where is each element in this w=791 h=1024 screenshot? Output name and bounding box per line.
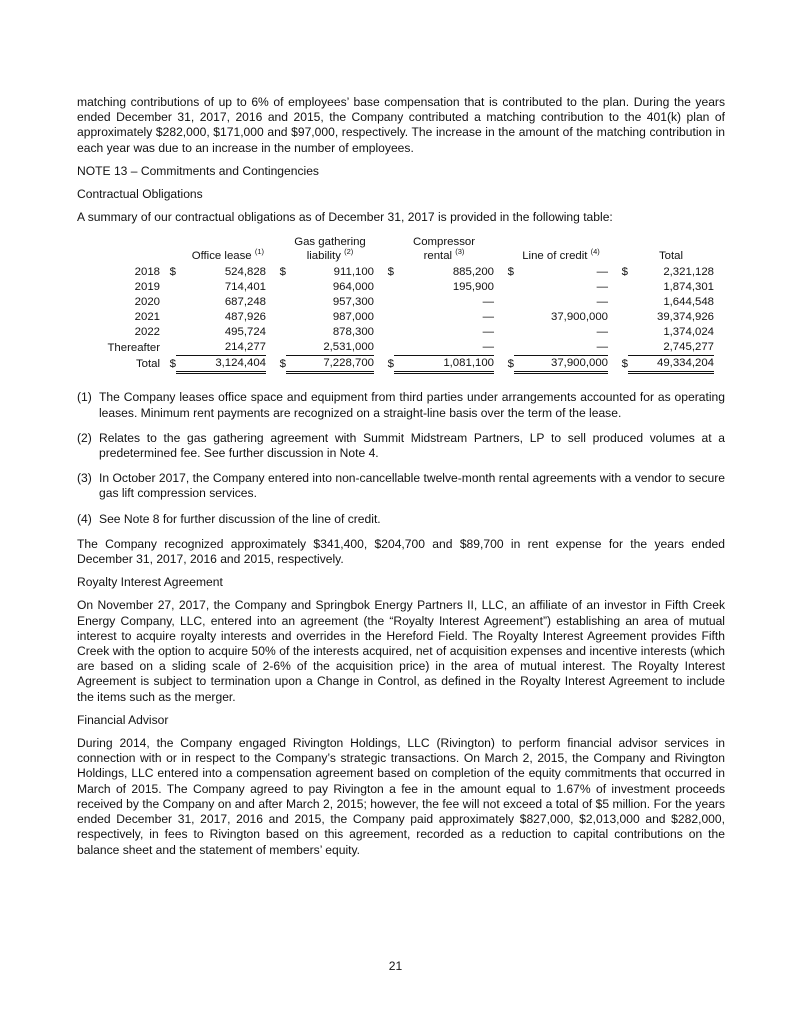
table-row: 2020 687,248 957,300 — — 1,644,548 [134,296,714,309]
table-row: Thereafter 214,277 2,531,000 — — 2,745,277 [84,340,714,356]
financial-advisor-heading: Financial Advisor [77,712,169,727]
table-row: 2018 $ 524,828 $ 911,100 $ 885,200 $ — $ 2,321,128 [134,266,714,279]
royalty-heading: Royalty Interest Agreement [77,575,223,590]
table-row: 2021 487,926 987,000 — 37,900,000 39,374,926 [134,311,714,324]
col-total: Total [658,250,684,263]
footnote: (2) Relates to the gas gathering agreement with Summit Midstream Partners, LP to sell produced volumes at a predetermined fee. See further discussion in Note 4. [77,430,725,461]
table-row: 2019 714,401 964,000 195,900 — 1,874,301 [134,281,714,294]
col-gas-gathering: Gas gathering liability $^{(2)}$ [294,236,366,263]
footnote: (1) The Company leases office space and equipment from third parties under arrangements accounted for as operating leases. Minimum rent payments are recognized on a straight-line basis over the term of the lease. [77,390,725,420]
royalty-paragraph: On November 27, 2017, the Company and Springbok Energy Partners II, LLC, an affiliate of an investor in Fifth Creek Energy Company, LLC, entered into an agreement (the “Royalty Interest Agreement”) establishing an area of mutual interest to acquire royalty interests and overrides in the Hereford Field. The Royalty Interest Agreement provides Fifth Creek with the option to acquire 50% of the interests acquired, net of acquisition expenses and incentive interests (which are based on a sliding scale of 2-6% of the acquisition price) in the area of mutual interest. The Royalty Interest Agreement is subject to termination upon a Change in Control, as defined in the Royalty Interest Agreement to include the items such as the merger. [77,598,725,704]
contractual-obligations-table [84,235,714,374]
col-office-lease: Office lease $^{(1)}$ [191,247,264,263]
col-line-of-credit: Line of credit $^{(4)}$ [522,247,600,263]
table-intro: A summary of our contractual obligations as of December 31, 2017 is provided in the following table: [77,210,613,225]
document-page [77,95,725,866]
rent-paragraph: The Company recognized approximately $341,400, $204,700 and $89,700 in rent expense for the years ended December 31, 2017, 2016 and 2015, respectively. [77,536,725,567]
contractual-obligations-heading: Contractual Obligations [77,187,203,202]
note-heading: NOTE 13 – Commitments and Contingencies [77,163,319,178]
page-number: 21 [388,959,403,973]
table-row: 2022 495,724 878,300 — — 1,374,024 [134,326,714,339]
footnote: (3) In October 2017, the Company entered into non-cancellable twelve-month rental agreements with a vendor to secure gas lift compression services. [77,471,725,501]
footnote: (4) See Note 8 for further discussion of the line of credit. [77,511,381,526]
financial-advisor-paragraph: During 2014, the Company engaged Rivington Holdings, LLC (Rivington) to perform financial advisor services in connection with or in respect to the Company’s strategic transactions. On March 2, 2015, the Company and Rivington Holdings, LLC entered into a compensation agreement based on completion of the equity commitments that occurred in March of 2015. The Company agreed to pay Rivington a fee in the amount equal to 1.67% of investment proceeds received by the Company on and after March 2, 2015; however, the fee will not exceed a total of $5 million. For the years ended December 31, 2017, 2016 and 2015, the Company paid approximately $827,000, $2,013,000 and $282,000, respectively, in fees to Rivington based on this agreement, recorded as a reduction to capital contributions on the balance sheet and the statement of members’ equity. [77,736,725,857]
table-total-row: Total $ 3,124,404 $ 7,228,700 $ 1,081,100 $ 37,900,000 $ 49,334,204 [84,356,714,373]
intro-paragraph: matching contributions of up to 6% of employees’ base compensation that is contributed to the plan. During the years ended December 31, 2017, 2016 and 2015, the Company contributed a matching contribution to the 401(k) plan of approximately $282,000, $171,000 and $97,000, respectively. The increase in the amount of the matching contribution in each year was due to an increase in the number of employees. [77,95,725,155]
table-header-row [84,235,714,265]
col-compressor-rental: Compressor rental $^{(3)}$ [412,236,476,263]
footnotes [77,390,725,526]
